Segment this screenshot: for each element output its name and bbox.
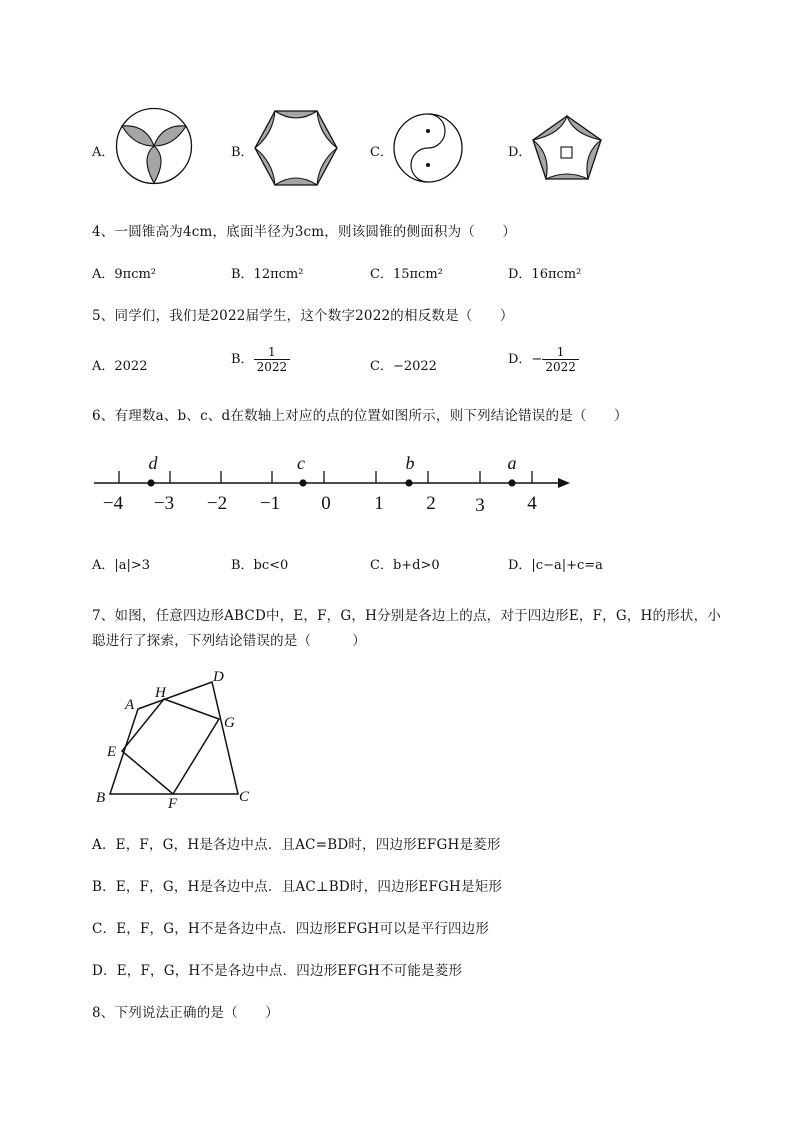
q5-option-b bbox=[231, 345, 290, 374]
q5-option-d bbox=[508, 345, 579, 374]
fraction-denominator: 2022 bbox=[545, 360, 576, 374]
q4-option-b: B．12πcm² bbox=[231, 267, 304, 282]
point-a bbox=[508, 479, 515, 486]
point-b bbox=[405, 479, 412, 486]
q4-stem: 4、一圆锥高为4cm，底面半径为3cm，则该圆锥的侧面积为（ ） bbox=[92, 224, 517, 240]
fraction-denominator: 2022 bbox=[256, 360, 288, 374]
q6-number-line bbox=[90, 448, 580, 520]
point-label-f: F bbox=[168, 796, 178, 812]
fraction-numerator: 1 bbox=[254, 345, 291, 360]
q7-option-b: B．E，F，G，H是各边中点．且AC⊥BD时，四边形EFGH是矩形 bbox=[92, 879, 503, 895]
q7-stem-line2: 聪进行了探索，下列结论错误的是（ ） bbox=[92, 633, 366, 649]
q6-option-c: C．b+d>0 bbox=[370, 558, 440, 573]
q5-option-d-label: D．− bbox=[508, 352, 543, 367]
point-label-g: G bbox=[224, 715, 235, 731]
q7-stem-line1: 7、如图，任意四边形ABCD中，E，F，G，H分别是各边上的点，对于四边形E，F，G，H的形状，小 bbox=[92, 608, 722, 624]
q5-option-b-fraction bbox=[254, 345, 291, 374]
q4-option-a: A．9πcm² bbox=[92, 267, 157, 282]
q7-option-d: D．E，F，G，H不是各边中点．四边形EFGH不可能是菱形 bbox=[92, 963, 463, 979]
q8-stem: 8、下列说法正确的是（ ） bbox=[92, 1005, 279, 1021]
q3-option-c-label: C． bbox=[370, 145, 393, 160]
tick-label: 4 bbox=[527, 493, 537, 514]
q3-figure-a-three-petals bbox=[114, 106, 194, 186]
point-d bbox=[147, 479, 154, 486]
tick-label: 0 bbox=[321, 493, 331, 514]
q6-stem: 6、有理数a、b、c、d在数轴上对应的点的位置如图所示，则下列结论错误的是（ ） bbox=[92, 408, 628, 424]
tick-label: −1 bbox=[259, 493, 281, 514]
tick-label: −4 bbox=[102, 493, 124, 514]
tick-label: −2 bbox=[206, 493, 228, 514]
q5-stem: 5、同学们，我们是2022届学生，这个数字2022的相反数是（ ） bbox=[92, 308, 514, 324]
q4-option-c: C．15πcm² bbox=[370, 267, 443, 282]
q6-option-b: B．bc<0 bbox=[231, 558, 289, 573]
q3-option-d-label: D． bbox=[508, 145, 532, 160]
q7-quadrilateral-figure bbox=[90, 666, 260, 814]
tick-label: −3 bbox=[153, 493, 175, 514]
point-label-h: H bbox=[155, 685, 166, 701]
point-label-b: b bbox=[405, 453, 415, 473]
q3-figure-d-pentagon bbox=[530, 114, 604, 182]
tick-label: 3 bbox=[475, 495, 485, 516]
q5-option-b-label: B． bbox=[231, 352, 254, 367]
q6-option-a: A．|a|>3 bbox=[92, 558, 151, 573]
q7-option-a: A．E，F，G，H是各边中点．且AC=BD时，四边形EFGH是菱形 bbox=[92, 837, 501, 853]
vertex-label-b: B bbox=[96, 790, 106, 806]
point-label-a: a bbox=[507, 453, 517, 473]
q3-figure-c-taiji bbox=[392, 112, 464, 184]
vertex-label-a: A bbox=[125, 697, 135, 713]
q6-option-d: D．|c−a|+c=a bbox=[508, 558, 603, 573]
number-line-arrow-icon bbox=[558, 478, 570, 488]
q3-figure-b-hexagon bbox=[253, 109, 339, 187]
tick-label: 2 bbox=[426, 493, 436, 514]
vertex-label-c: C bbox=[239, 789, 250, 805]
vertex-label-d: D bbox=[213, 669, 224, 685]
q5-option-d-fraction bbox=[542, 345, 579, 374]
q5-option-a: A．2022 bbox=[92, 359, 148, 374]
fraction-numerator: 1 bbox=[542, 345, 579, 360]
point-c bbox=[299, 479, 306, 486]
point-label-d: d bbox=[148, 453, 158, 473]
q7-option-c: C．E，F，G，H不是各边中点．四边形EFGH可以是平行四边形 bbox=[92, 921, 490, 937]
q3-option-a-label: A． bbox=[92, 145, 115, 160]
q4-option-d: D．16πcm² bbox=[508, 267, 582, 282]
q5-option-c: C．−2022 bbox=[370, 359, 437, 374]
point-label-c: c bbox=[297, 453, 305, 473]
point-label-e: E bbox=[107, 744, 117, 760]
q3-option-b-label: B． bbox=[231, 145, 254, 160]
tick-label: 1 bbox=[374, 493, 384, 514]
